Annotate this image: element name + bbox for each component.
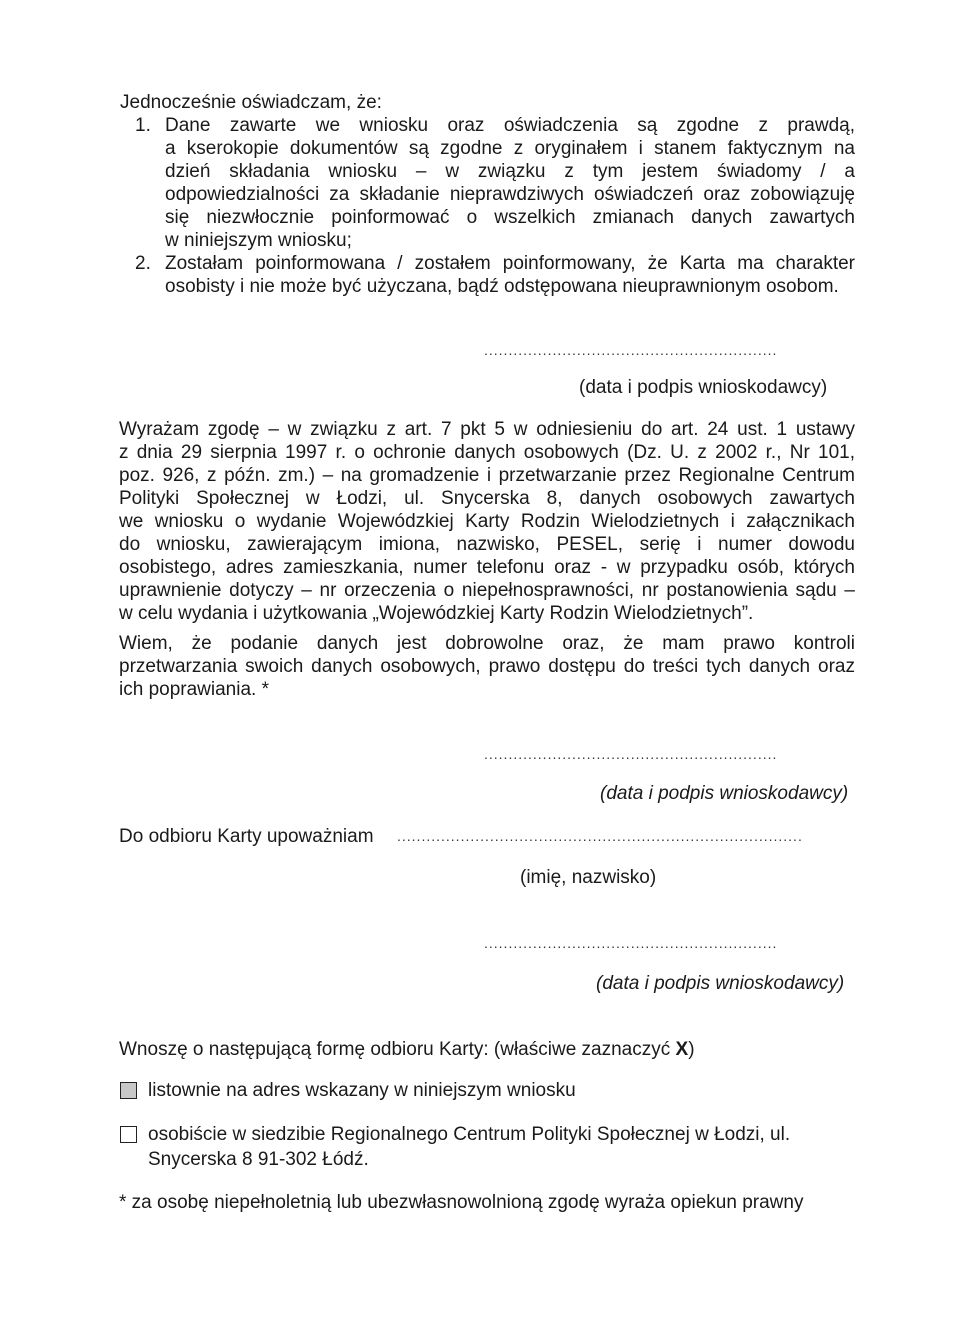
consent-line: we wniosku o wydanie Wojewódzkiej Karty Rodzin Wielodzietnych i załącznikach (119, 511, 855, 532)
knowledge-line: Wiem, że podanie danych jest dobrowolne oraz, że mam prawo kontroli (119, 633, 855, 654)
item2-line: Zostałam poinformowana / zostałem poinformowany, że Karta ma charakter (165, 253, 855, 274)
authorization-label: Do odbioru Karty upoważniam (119, 826, 374, 847)
consent-line: z dnia 29 sierpnia 1997 r. o ochronie danych osobowych (Dz. U. z 2002 r., Nr 101, (119, 442, 855, 463)
item1-line: odpowiedzialności za składanie nieprawdziwych oświadczeń oraz zobowiązuję (165, 184, 855, 205)
consent-paragraph (119, 418, 855, 602)
item1-line: dzień składania wniosku – w związku z tym jestem świadomy / a (165, 161, 855, 182)
knowledge-line: przetwarzania swoich danych osobowych, prawo dostępu do treści tych danych oraz (119, 656, 855, 677)
pickup-prompt (119, 1038, 695, 1061)
item2-text (165, 252, 855, 275)
item2-number: 2. (135, 253, 151, 274)
consent-line: uprawnienie dotyczy – nr orzeczenia o niepełnosprawności, nr postanowienia sądu – (119, 580, 855, 601)
item2-last-line: osobisty i nie może być użyczana, bądź odstępowana nieuprawnionym osobom. (165, 276, 839, 297)
signature-line: ............................................................ (484, 935, 778, 951)
knowledge-last-line: ich poprawiania. * (119, 679, 269, 700)
consent-line: do wniosku, zawierającym imiona, nazwisko, PESEL, serię i numer dowodu (119, 534, 855, 555)
item1-number: 1. (135, 115, 151, 136)
pickup-prompt-close: ) (688, 1039, 695, 1060)
consent-last-line: w celu wydania i użytkowania „Wojewódzkiej Karty Rodzin Wielodzietnych”. (119, 603, 754, 624)
item1-line: się niezwłocznie poinformować o wszelkich zmianach danych zawartych (165, 207, 855, 228)
consent-line: osobistego, adres zamieszkania, numer telefonu oraz - w przypadku osób, których (119, 557, 855, 578)
signature-caption: (data i podpis wnioskodawcy) (600, 783, 849, 804)
consent-line: poz. 926, z późn. zm.) – na gromadzenie i przetwarzanie przez Regionalne Centrum (119, 465, 855, 486)
signature-line: ............................................................ (484, 342, 778, 358)
consent-line: Wyrażam zgodę – w związku z art. 7 pkt 5 w odniesieniu do art. 24 ust. 1 ustawy (119, 419, 855, 440)
knowledge-paragraph (119, 632, 855, 678)
pickup-by-mail-checkbox[interactable] (120, 1082, 137, 1099)
item1-line: a kserokopie dokumentów są zgodne z oryginałem i stanem faktycznym na (165, 138, 855, 159)
signature-caption: (data i podpis wnioskodawcy) (579, 377, 828, 398)
signature-line: ............................................................ (484, 746, 778, 762)
item1-last-line: w niniejszym wniosku; (165, 230, 352, 251)
authorization-name-field[interactable]: ................................................................................... (397, 828, 803, 844)
pickup-in-person-checkbox[interactable] (120, 1126, 137, 1143)
footnote: * za osobę niepełnoletnią lub ubezwłasnowolnioną zgodę wyraża opiekun prawny (119, 1192, 804, 1213)
pickup-mark-symbol: X (675, 1039, 689, 1060)
consent-line: Polityki Społecznej w Łodzi, ul. Snycerska 8, danych osobowych zawartych (119, 488, 855, 509)
item1-text (165, 114, 855, 229)
pickup-prompt-text: Wnoszę o następującą formę odbioru Karty: (właściwe zaznaczyć (119, 1039, 671, 1060)
pickup-in-person-label-line1: osobiście w siedzibie Regionalnego Centrum Polityki Społecznej w Łodzi, ul. (148, 1124, 791, 1145)
signature-caption: (data i podpis wnioskodawcy) (596, 973, 845, 994)
pickup-in-person-label-line2: Snycerska 8 91-302 Łódź. (148, 1149, 369, 1170)
item1-line: Dane zawarte we wniosku oraz oświadczenia są zgodne z prawdą, (165, 115, 855, 136)
authorization-caption: (imię, nazwisko) (520, 867, 657, 888)
pickup-by-mail-label: listownie na adres wskazany w niniejszym wniosku (148, 1080, 576, 1101)
intro-text: Jednocześnie oświadczam, że: (120, 92, 382, 113)
